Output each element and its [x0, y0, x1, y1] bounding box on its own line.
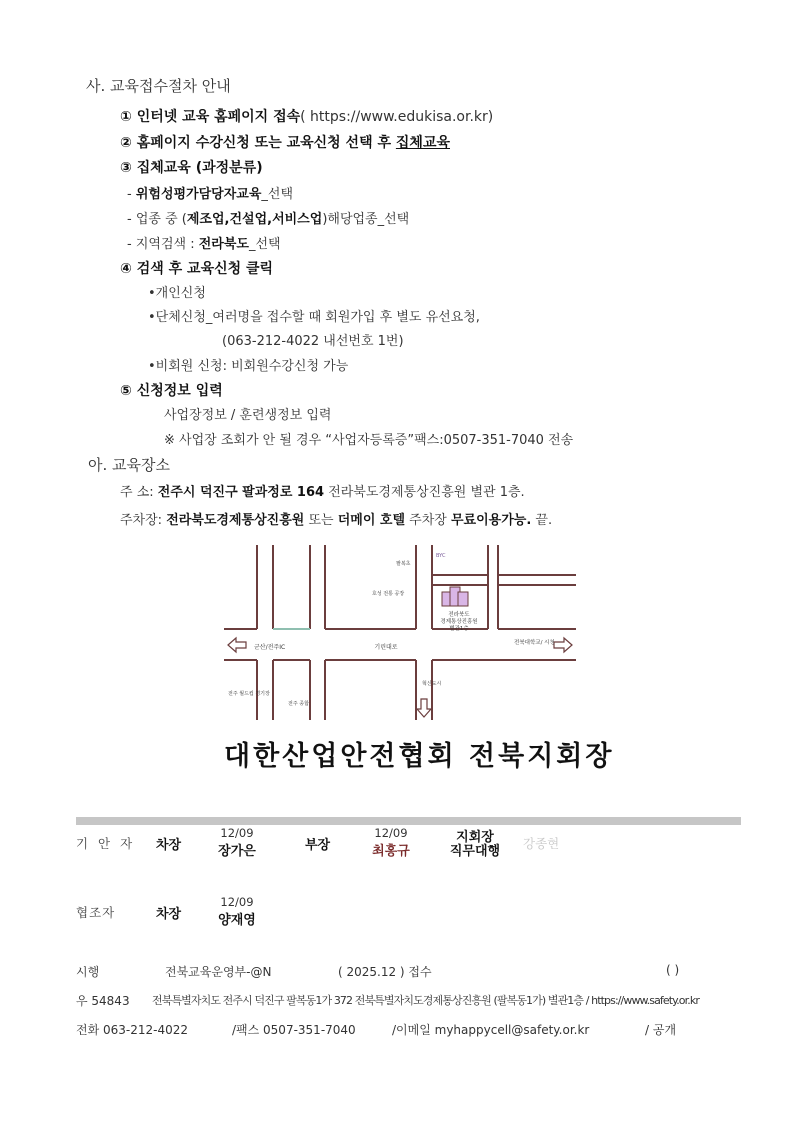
- location-map: [224, 545, 576, 720]
- step-3-item-2: [127, 208, 409, 227]
- drafter-name: 장가은: [218, 844, 256, 859]
- divider-bar: [76, 817, 741, 825]
- approver-name: 강종현: [523, 836, 560, 851]
- building-icon: [442, 587, 468, 606]
- postal-code: 우 54843: [76, 994, 130, 1008]
- enforce-dept: 전북교육운영부-@N: [165, 965, 272, 979]
- step-4: ④ 검색 후 교육신청 클릭: [120, 261, 274, 277]
- map-graphic: [224, 545, 576, 720]
- svg-text:군산/전주IC: 군산/전주IC: [254, 644, 286, 651]
- step-4-item-4: •비회원 신청: 비회원수강신청 가능: [148, 359, 349, 374]
- svg-text:전주 월드컵 경기장: 전주 월드컵 경기장: [228, 691, 270, 697]
- step-3-item-3: [127, 233, 281, 252]
- step-3: ③ 집체교육 (과정분류): [120, 160, 263, 176]
- parking-bold-1: 전라북도경제통상진흥원: [166, 513, 305, 528]
- address-label: 주 소:: [120, 485, 158, 500]
- drafter-date: 12/09: [220, 826, 254, 840]
- parking-bold-3: 무료이용가능.: [451, 513, 532, 528]
- enforce-label: 시행: [76, 965, 100, 979]
- address-bold: 전주시 덕진구 팔과정로 164: [157, 485, 325, 500]
- step-2-underlined: 집체교육: [395, 135, 450, 151]
- cooperator-date: 12/09: [220, 895, 254, 909]
- step-2: [120, 132, 450, 152]
- svg-text:전주 종합: 전주 종합: [288, 701, 309, 707]
- svg-text:팔복초: 팔복초: [396, 561, 411, 567]
- receipt-date: ( 2025.12 ) 접수: [338, 965, 432, 979]
- svg-text:혁신도시: 혁신도시: [422, 681, 442, 687]
- svg-text:전북대학교/ 시청: 전북대학교/ 시청: [514, 640, 555, 646]
- parking-mid: 또는: [304, 513, 338, 528]
- disclosure: / 공개: [645, 1023, 677, 1037]
- address-line: [120, 481, 525, 500]
- item-rest: _선택: [261, 187, 294, 202]
- step-3-item-1: [127, 183, 293, 202]
- cooperator-role: 차장: [156, 907, 182, 922]
- cooperator-name: 양재영: [218, 913, 256, 928]
- step-4-item-1: •개인신청: [148, 286, 206, 301]
- step-4-item-3: (063-212-4022 내선번호 1번): [222, 334, 404, 349]
- svg-text:전라북도: 전라북도: [448, 612, 470, 618]
- parking-line: [120, 509, 552, 528]
- approver-role-line2: 직무대행: [449, 844, 501, 859]
- item-bold: 전라북도: [198, 237, 249, 252]
- svg-text:BYC: BYC: [436, 553, 446, 559]
- section-title-location: 아. 교육장소: [88, 456, 170, 474]
- drafter-label: 기 안 자: [76, 836, 136, 851]
- item-prefix: - 지역검색 :: [127, 237, 199, 252]
- step-5-item-2: ※ 사업장 조회가 안 될 경우 “사업자등록증”팩스:0507-351-7040 전송: [164, 433, 574, 448]
- drafter-role: 차장: [156, 838, 182, 853]
- step-1-label: ① 인터넷 교육 홈페이지 접속: [120, 109, 301, 125]
- reviewer-date: 12/09: [374, 826, 408, 840]
- svg-text:경제통상진흥원: 경제통상진흥원: [440, 619, 478, 625]
- svg-text:별관1층: 별관1층: [449, 626, 469, 632]
- email[interactable]: /이메일 myhappycell@safety.or.kr: [392, 1023, 590, 1037]
- section-title-procedure: 사. 교육접수절차 안내: [86, 77, 231, 95]
- item-rest: _선택: [248, 237, 281, 252]
- phone: 전화 063-212-4022: [76, 1023, 189, 1037]
- svg-text:기린대로: 기린대로: [374, 644, 398, 651]
- item-rest: )해당업종_선택: [322, 212, 410, 227]
- cooperator-label: 협조자: [76, 905, 116, 920]
- step-5: ⑤ 신청정보 입력: [120, 383, 223, 399]
- step-2-label: ② 홈페이지 수강신청 또는 교육신청 선택 후: [120, 135, 396, 151]
- footer-address: 전북특별자치도 전주시 덕진구 팔복동1가 372 전북특별자치도경제통상진흥원 (팔복동1가) 별관1층 / https://www.safety.or.kr: [152, 994, 699, 1007]
- step-5-item-1: 사업장정보 / 훈련생정보 입력: [164, 408, 332, 423]
- edukisa-link[interactable]: ( https://www.edukisa.or.kr): [300, 109, 494, 125]
- parking-bold-2: 더메이 호텔: [337, 513, 406, 528]
- organization-title: 대한산업안전협회 전북지회장: [224, 741, 615, 772]
- parking-label: 주차장:: [120, 513, 167, 528]
- item-bold: 위험성평가담당자교육: [135, 187, 262, 202]
- parking-mid-2: 주차장: [405, 513, 451, 528]
- step-4-item-2: •단체신청_여러명을 접수할 때 회원가입 후 별도 유선요청,: [148, 310, 480, 325]
- fax: /팩스 0507-351-7040: [232, 1023, 356, 1037]
- reviewer-name: 최홍규: [372, 844, 410, 859]
- address-rest: 전라북도경제통상진흥원 별관 1층.: [324, 485, 525, 500]
- item-prefix: -: [127, 187, 136, 202]
- approver-role-line1: 지회장: [456, 830, 494, 845]
- reviewer-role: 부장: [305, 838, 331, 853]
- svg-text:호성 전통 공장: 호성 전통 공장: [372, 591, 405, 597]
- step-1: [120, 106, 493, 126]
- receipt-blank: ( ): [666, 963, 680, 977]
- item-bold: 제조업,건설업,서비스업: [186, 212, 323, 227]
- parking-end: 끝.: [531, 513, 553, 528]
- item-prefix: - 업종 중 (: [127, 212, 187, 227]
